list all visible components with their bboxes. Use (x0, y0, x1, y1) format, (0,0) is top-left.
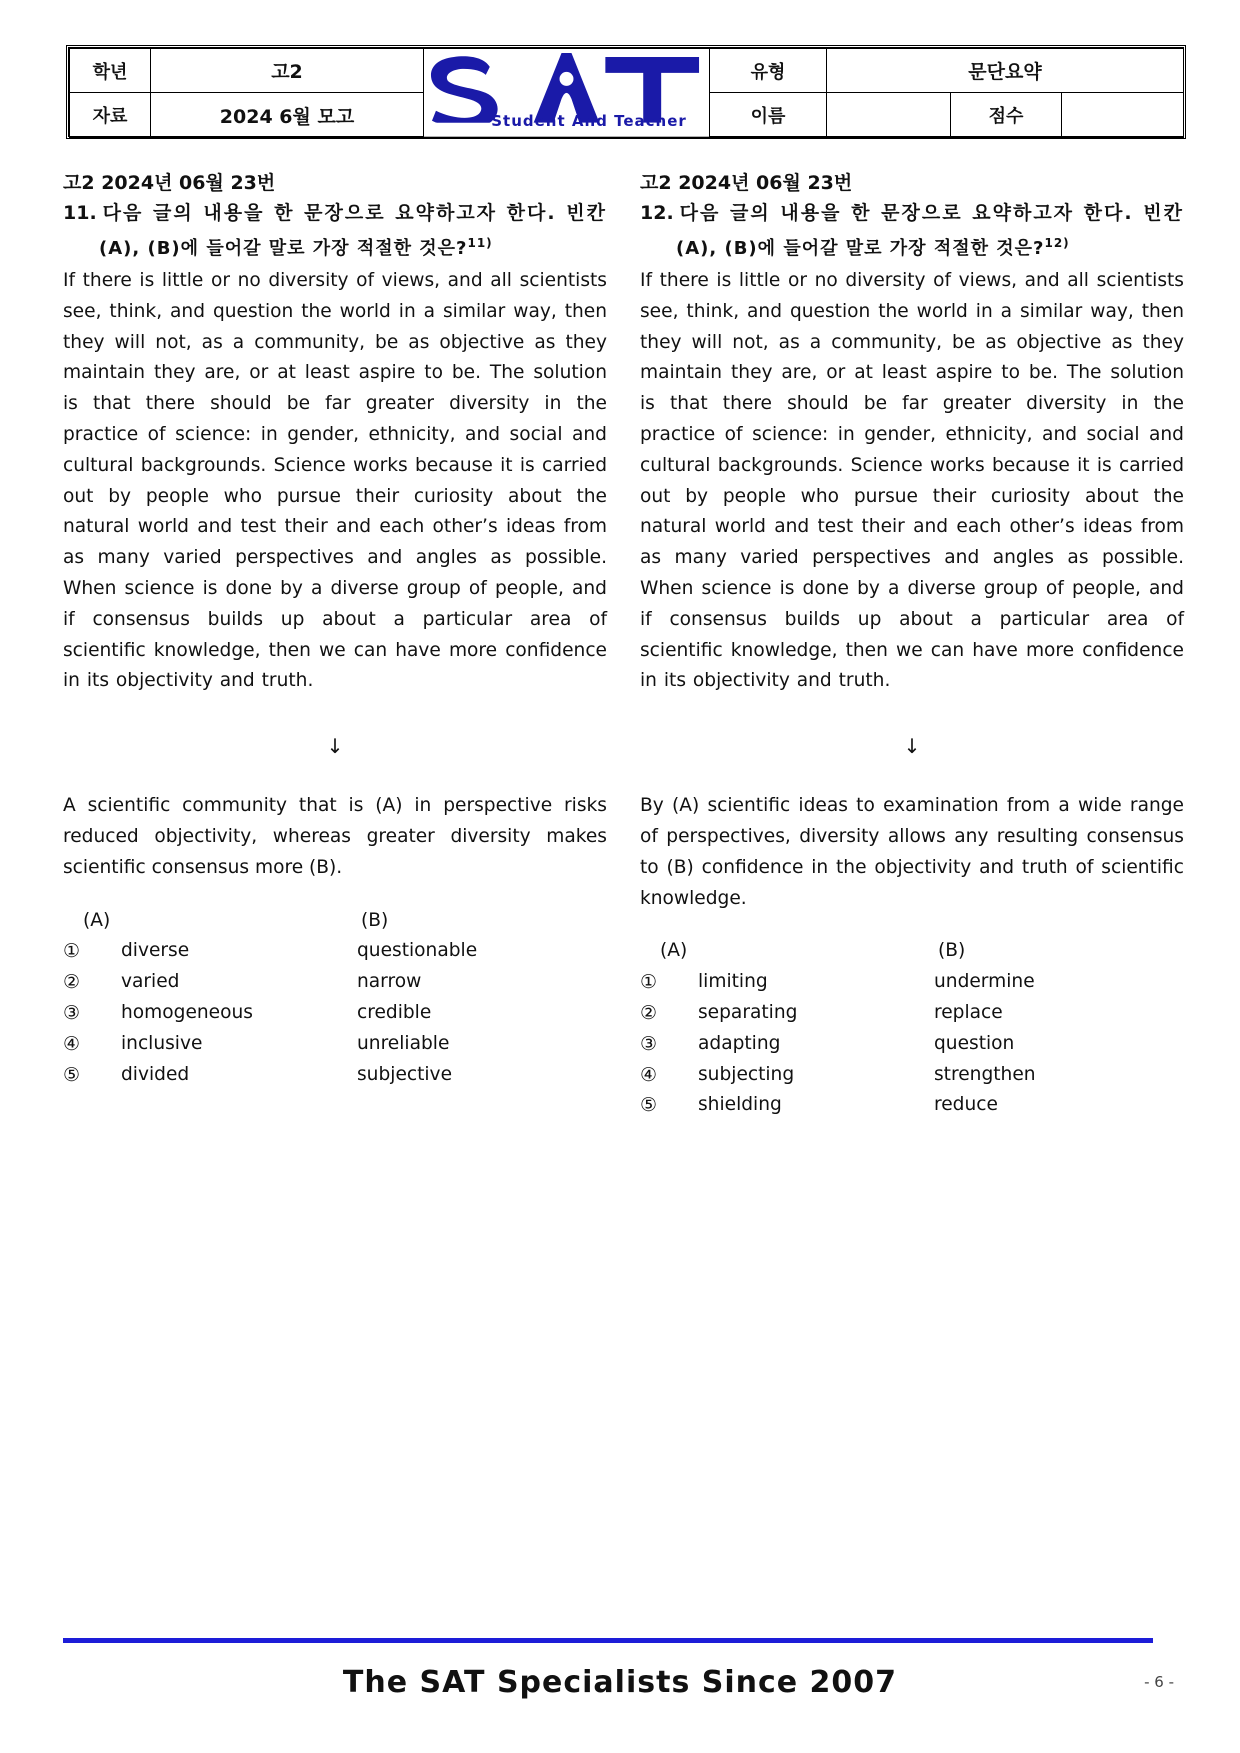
choice-header (640, 936, 1184, 967)
choice-2[interactable] (640, 998, 1184, 1029)
passage: If there is little or no diversity of views, and all scientists see, think, and question the world in a similar way, then they will not, as a community, be as objective as they maintain they are, or at least aspire to be. The solution is that there should be far greater diversity in the practice of science: in gender, ethnicity, and social and cultural backgrounds. Science works because it is carried out by people who pursue their curiosity about the natural world and test their and each other’s ideas from as many varied perspectives and angles as possible. When science is done by a diverse group of people, and if consensus builds up about a particular area of scientific knowledge, then we can have more confidence in its objectivity and truth. (63, 270, 607, 692)
header-b: (B) (361, 909, 389, 931)
choice-a: adapting (698, 1032, 781, 1054)
choice-number: ④ (640, 1063, 658, 1086)
footer-slogan: The SAT Specialists Since 2007 (342, 1665, 898, 1700)
choice-a: inclusive (121, 1032, 203, 1054)
header-b: (B) (938, 940, 966, 962)
choice-a: limiting (698, 971, 768, 993)
choice-2[interactable] (63, 967, 607, 998)
passage: If there is little or no diversity of views, and all scientists see, think, and question the world in a similar way, then they will not, as a community, be as objective as they maintain they are, or at least aspire to be. The solution is that there should be far greater diversity in the practice of science: in gender, ethnicity, and social and cultural backgrounds. Science works because it is carried out by people who pursue their curiosity about the natural world and test their and each other’s ideas from as many varied perspectives and angles as possible. When science is done by a diverse group of people, and if consensus builds up about a particular area of scientific knowledge, then we can have more confidence in its objectivity and truth. (640, 270, 1184, 692)
prompt-line-2-wrap (63, 228, 607, 264)
choice-5[interactable] (63, 1060, 607, 1091)
question-11 (63, 168, 607, 1090)
name-label: 이름 (710, 93, 827, 137)
choice-b: credible (357, 1001, 432, 1023)
name-field[interactable] (827, 93, 951, 137)
footer-divider (63, 1638, 1153, 1643)
choice-number: ④ (63, 1032, 81, 1055)
choice-b: question (934, 1032, 1015, 1054)
choice-a: divided (121, 1063, 190, 1085)
answer-choices (640, 936, 1184, 1121)
sat-logo (424, 49, 710, 138)
choice-3[interactable] (640, 1029, 1184, 1060)
prompt-line-1: 다음 글의 내용을 한 문장으로 요약하고자 한다. 빈칸 (679, 202, 1184, 224)
question-source: 고2 2024년 06월 23번 (63, 172, 276, 194)
question-12 (640, 168, 1184, 1121)
type-value: 문단요약 (827, 49, 1184, 93)
down-arrow-icon: ↓ (326, 734, 344, 759)
choice-number: ⑤ (640, 1094, 658, 1117)
choice-number: ① (63, 940, 81, 963)
choice-b: replace (934, 1001, 1003, 1023)
logo-subtitle: Student And Teacher (491, 112, 687, 130)
choice-5[interactable] (640, 1090, 1184, 1121)
footnote-mark: 12) (1044, 236, 1070, 250)
choice-b: unreliable (357, 1032, 450, 1054)
down-arrow-icon: ↓ (903, 734, 921, 759)
choice-3[interactable] (63, 998, 607, 1029)
choice-number: ② (640, 1001, 658, 1024)
header-a: (A) (83, 909, 111, 931)
choice-b: undermine (934, 971, 1035, 993)
grade-value: 고2 (151, 49, 424, 93)
choice-a: varied (121, 971, 180, 993)
choice-number: ③ (640, 1032, 658, 1055)
type-label: 유형 (710, 49, 827, 93)
worksheet-header (66, 45, 1186, 139)
choice-b: strengthen (934, 1063, 1036, 1085)
choice-a: subjecting (698, 1063, 795, 1085)
choice-a: shielding (698, 1094, 782, 1116)
choice-b: subjective (357, 1063, 453, 1085)
summary-sentence: A scientific community that is (A) in perspective risks reduced objectivity, whereas greater diversity makes scientific consensus more (B). (63, 795, 607, 878)
question-number: 12. (640, 202, 674, 224)
source-value: 2024 6월 모고 (151, 93, 424, 137)
choice-b: questionable (357, 940, 478, 962)
page-number: - 6 - (1144, 1673, 1174, 1691)
choice-b: narrow (357, 971, 422, 993)
header-a: (A) (660, 940, 688, 962)
choice-1[interactable] (63, 936, 607, 967)
prompt-line-1: 다음 글의 내용을 한 문장으로 요약하고자 한다. 빈칸 (102, 202, 607, 224)
choice-header (63, 906, 607, 937)
choice-4[interactable] (640, 1060, 1184, 1091)
question-number: 11. (63, 202, 97, 224)
grade-label: 학년 (70, 49, 151, 93)
choice-1[interactable] (640, 967, 1184, 998)
choice-number: ② (63, 971, 81, 994)
score-field[interactable] (1062, 93, 1184, 137)
question-source: 고2 2024년 06월 23번 (640, 172, 853, 194)
score-label: 점수 (951, 93, 1062, 137)
choice-a: separating (698, 1001, 798, 1023)
prompt-line-2: (A), (B)에 들어갈 말로 가장 적절한 것은? (676, 238, 1045, 259)
choice-a: diverse (121, 940, 190, 962)
choice-b: reduce (934, 1094, 998, 1116)
choice-number: ① (640, 971, 658, 994)
question-prompt (63, 198, 607, 228)
prompt-line-2-wrap (640, 228, 1184, 264)
question-prompt (640, 198, 1184, 228)
choice-a: homogeneous (121, 1001, 253, 1023)
choice-4[interactable] (63, 1029, 607, 1060)
footnote-mark: 11) (467, 236, 493, 250)
summary-sentence: By (A) scientific ideas to examination from a wide range of perspectives, diversity allows any resulting consensus to (B) confidence in the objectivity and truth of scientific knowledge. (640, 795, 1184, 909)
answer-choices (63, 906, 607, 1091)
choice-number: ⑤ (63, 1063, 81, 1086)
choice-number: ③ (63, 1001, 81, 1024)
prompt-line-2: (A), (B)에 들어갈 말로 가장 적절한 것은? (99, 238, 468, 259)
source-label: 자료 (70, 93, 151, 137)
